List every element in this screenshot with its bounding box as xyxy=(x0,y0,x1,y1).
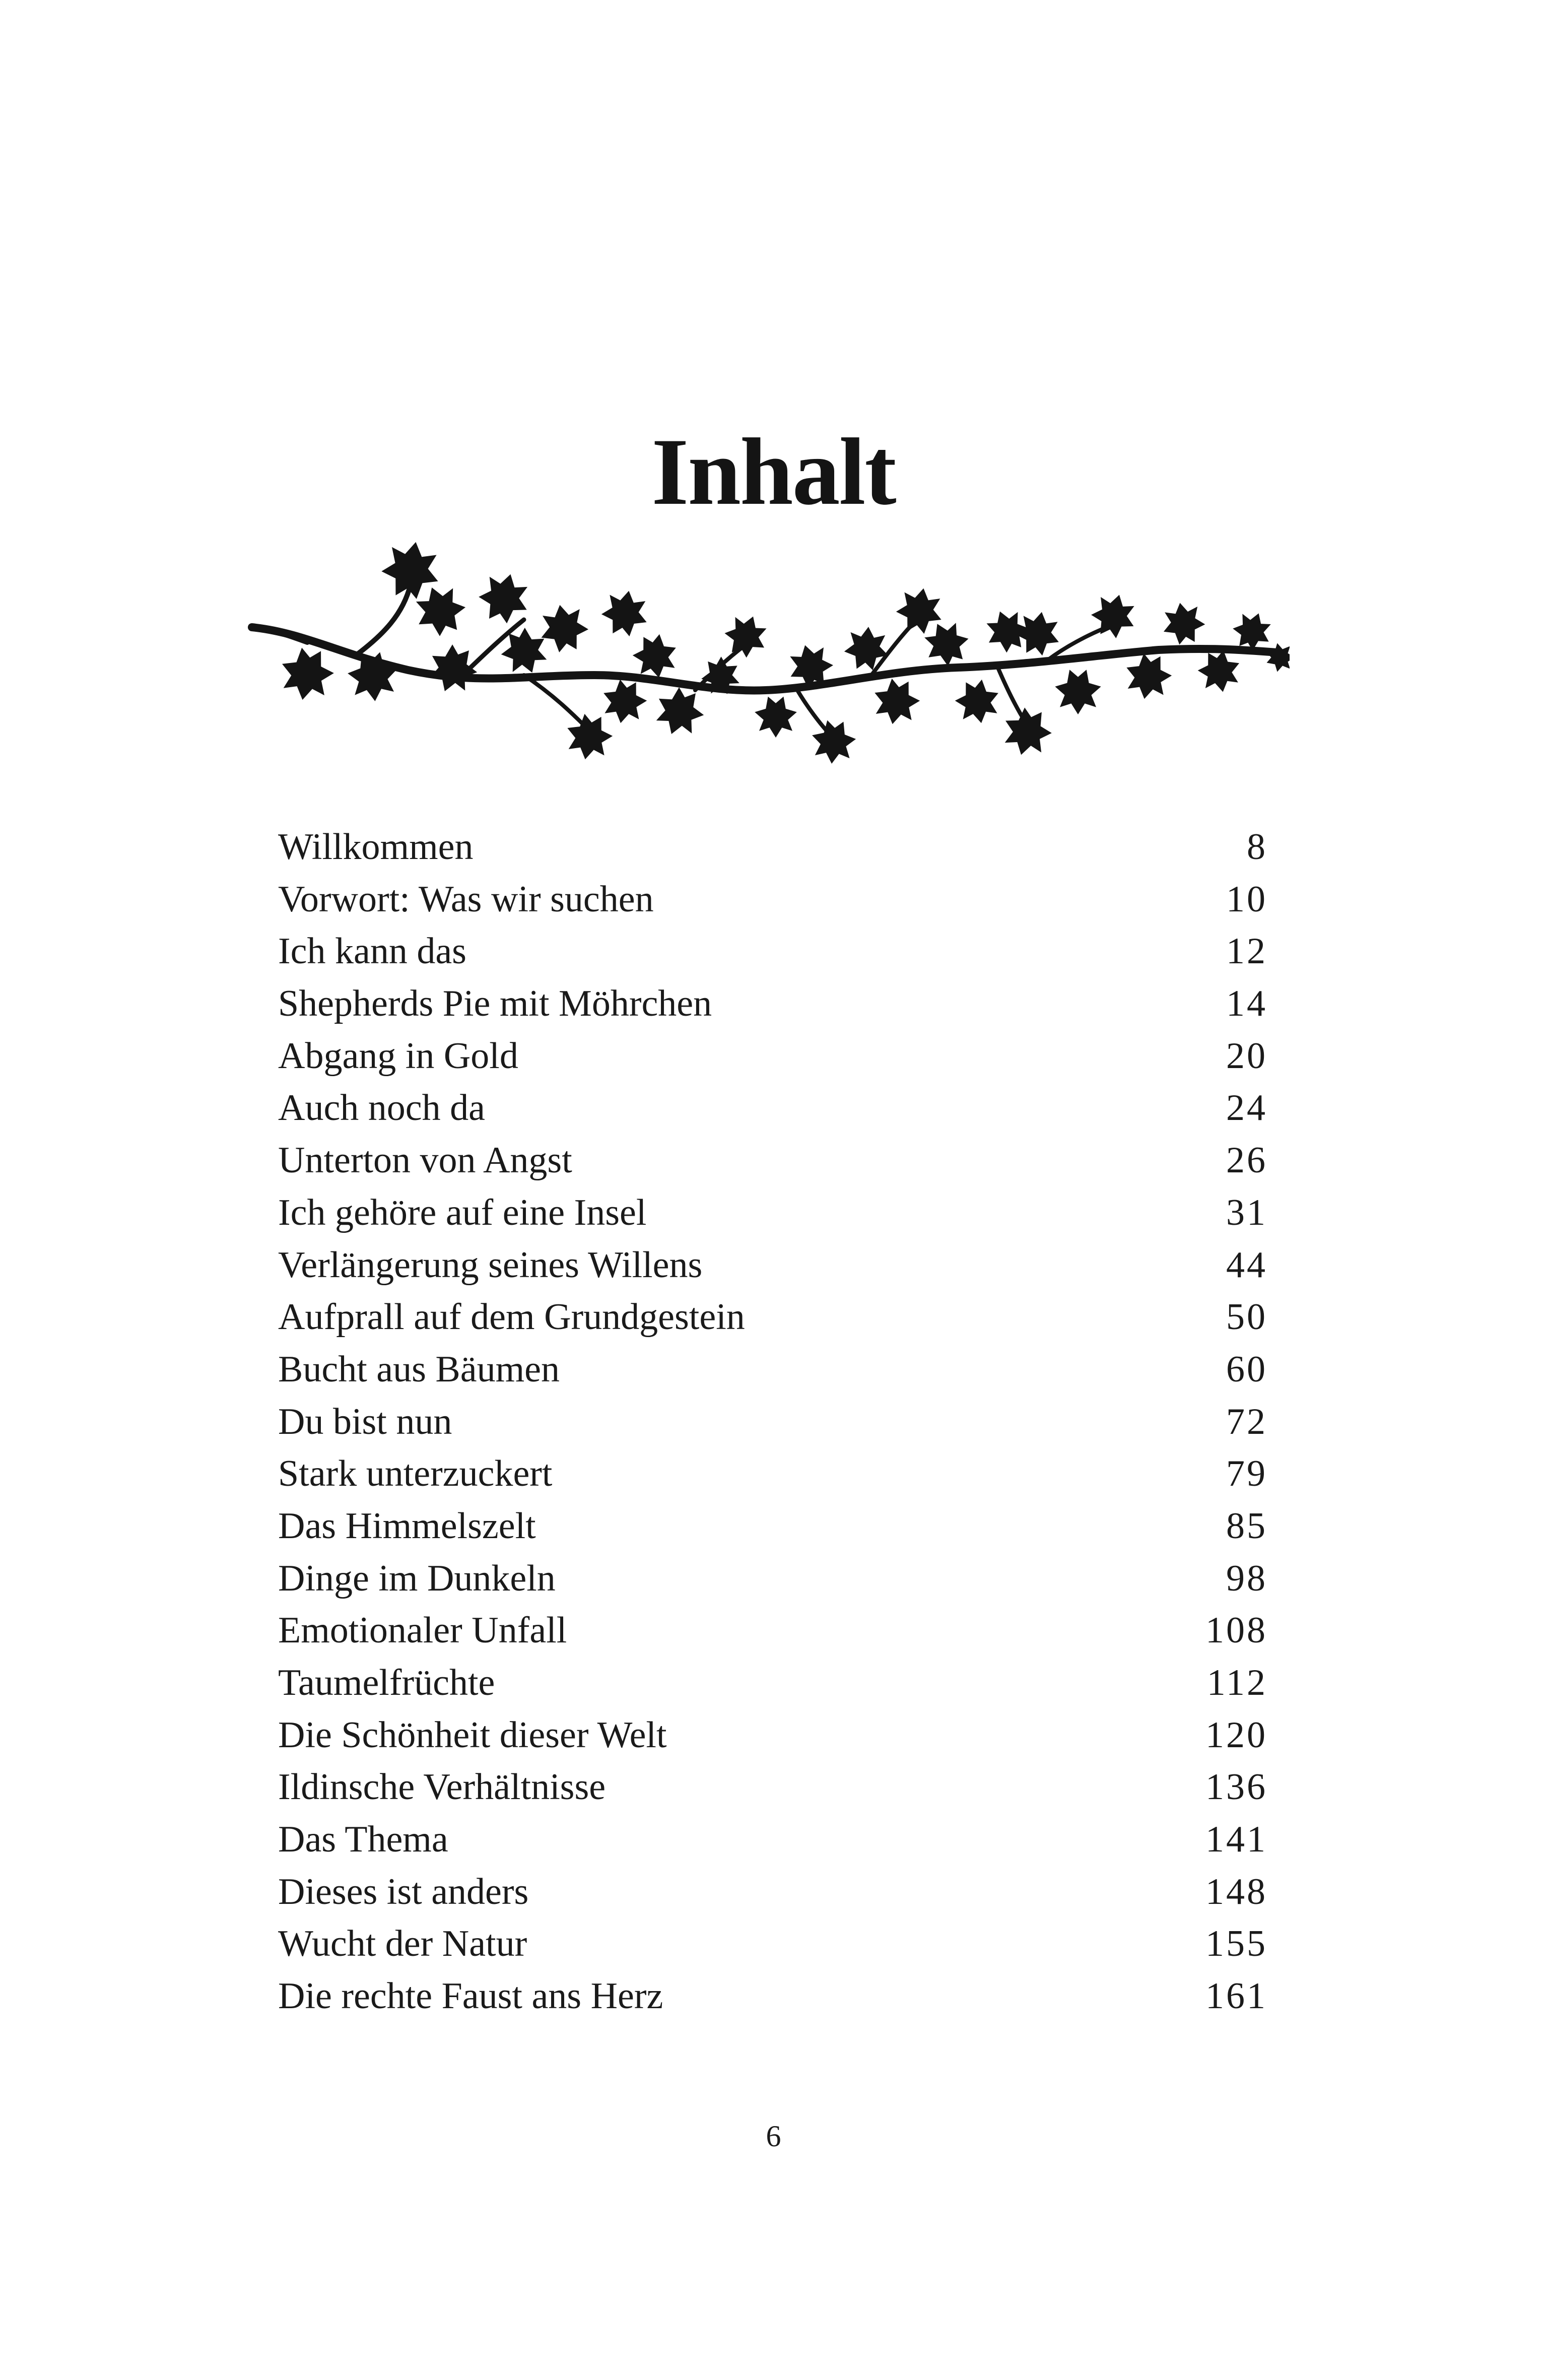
toc-entry-title: Emotionaler Unfall xyxy=(278,1610,567,1651)
toc-entry-page: 98 xyxy=(1226,1557,1267,1599)
toc-entry-title: Ich kann das xyxy=(278,931,466,972)
toc-entry-title: Wucht der Natur xyxy=(278,1923,527,1965)
toc-entry-title: Bucht aus Bäumen xyxy=(278,1348,560,1390)
toc-entry-title: Ich gehöre auf eine Insel xyxy=(278,1192,647,1233)
toc-entry xyxy=(278,874,1265,926)
ivy-leaf-icon xyxy=(563,711,616,763)
toc-entry-page: 72 xyxy=(1226,1401,1267,1442)
toc-entry-page: 12 xyxy=(1226,931,1267,972)
toc-entry-title: Willkommen xyxy=(278,826,474,868)
toc-entry-page: 44 xyxy=(1226,1244,1267,1286)
page-title: Inhalt xyxy=(651,419,896,525)
ivy-leaf-icon xyxy=(719,609,773,662)
toc-entry xyxy=(278,1918,1265,1970)
toc-entry-page: 60 xyxy=(1226,1348,1267,1390)
toc-entry-page: 26 xyxy=(1226,1140,1267,1181)
toc-entry xyxy=(278,1814,1265,1866)
toc-entry xyxy=(278,1761,1265,1814)
toc-entry xyxy=(278,978,1265,1030)
toc-entry-title: Auch noch da xyxy=(278,1087,485,1129)
toc-entry xyxy=(278,1344,1265,1396)
toc-entry-page: 155 xyxy=(1205,1923,1267,1965)
toc-entry xyxy=(278,1082,1265,1135)
toc-entry xyxy=(278,1553,1265,1605)
ivy-leaf-icon xyxy=(536,601,592,655)
toc-entry xyxy=(278,1709,1265,1762)
toc-entry-page: 141 xyxy=(1205,1819,1267,1861)
toc-entry-title: Unterton von Angst xyxy=(278,1140,572,1181)
ivy-leaf-icon xyxy=(599,677,650,727)
ivy-leaf-icon xyxy=(952,677,1003,727)
toc-entry xyxy=(278,821,1265,874)
toc-entry-title: Aufprall auf dem Grundgestein xyxy=(278,1296,745,1338)
ivy-leaf-icon xyxy=(277,645,338,704)
ivy-leaf-icon xyxy=(1055,670,1101,714)
toc-entry-title: Das Thema xyxy=(278,1819,448,1861)
ivy-leaf-icon xyxy=(1159,599,1207,647)
toc-entry-page: 79 xyxy=(1226,1453,1267,1495)
toc-entry-title: Ildinsche Verhältnisse xyxy=(278,1766,606,1808)
toc-entry xyxy=(278,925,1265,978)
toc-entry-title: Dieses ist anders xyxy=(278,1871,529,1912)
toc-entry-page: 50 xyxy=(1226,1296,1267,1338)
toc-entry-page: 14 xyxy=(1226,983,1267,1025)
toc-entry xyxy=(278,1605,1265,1657)
ivy-leaf-icon xyxy=(755,697,797,738)
toc-entry-page: 20 xyxy=(1226,1035,1267,1077)
toc-entry-page: 136 xyxy=(1205,1766,1267,1808)
toc-entry-title: Stark unterzuckert xyxy=(278,1453,553,1495)
ivy-leaf-icon xyxy=(1267,643,1290,672)
toc-entry-page: 112 xyxy=(1206,1662,1267,1703)
toc-entry xyxy=(278,1448,1265,1500)
toc-entry xyxy=(278,1030,1265,1083)
ivy-leaf-icon xyxy=(495,623,554,681)
ivy-vine-ornament-icon xyxy=(242,524,1290,766)
toc-entry-title: Vorwort: Was wir suchen xyxy=(278,878,654,920)
toc-entry-title: Dinge im Dunkeln xyxy=(278,1557,556,1599)
toc-entry xyxy=(278,1396,1265,1448)
ivy-leaf-icon xyxy=(422,639,483,699)
ivy-leaf-icon xyxy=(870,676,923,728)
toc-entry-title: Du bist nun xyxy=(278,1401,452,1442)
toc-entry-title: Die Schönheit dieser Welt xyxy=(278,1714,667,1756)
ivy-leaf-icon xyxy=(649,682,710,742)
ivy-leaf-icon xyxy=(810,719,857,765)
ivy-leaf-icon xyxy=(598,587,651,639)
toc-entry-page: 85 xyxy=(1226,1505,1267,1547)
toc-entry-title: Abgang in Gold xyxy=(278,1035,518,1077)
toc-entry-title: Das Himmelszelt xyxy=(278,1505,536,1547)
toc-entry xyxy=(278,1239,1265,1292)
toc-entry-page: 108 xyxy=(1205,1610,1267,1651)
toc-entry-page: 24 xyxy=(1226,1087,1267,1129)
toc-entry xyxy=(278,1657,1265,1709)
toc-entry xyxy=(278,1970,1265,2023)
toc-entry-title: Taumelfrüchte xyxy=(278,1662,495,1703)
ivy-leaf-icon xyxy=(998,704,1056,761)
ivy-leaf-icon xyxy=(1122,651,1175,703)
ivy-leaf-icon xyxy=(1195,648,1243,696)
toc-entry-title: Shepherds Pie mit Möhrchen xyxy=(278,983,712,1025)
table-of-contents xyxy=(278,821,1265,2023)
toc-entry xyxy=(278,1866,1265,1919)
toc-entry xyxy=(278,1291,1265,1344)
toc-entry-page: 161 xyxy=(1205,1975,1267,2017)
toc-entry-page: 8 xyxy=(1247,826,1267,868)
toc-entry-title: Die rechte Faust ans Herz xyxy=(278,1975,663,2017)
toc-entry-page: 31 xyxy=(1226,1192,1267,1233)
toc-entry xyxy=(278,1500,1265,1553)
ivy-leaf-icon xyxy=(843,625,890,671)
toc-entry xyxy=(278,1135,1265,1187)
toc-entry-title: Verlängerung seines Willens xyxy=(278,1244,703,1286)
toc-entry xyxy=(278,1187,1265,1239)
page-number: 6 xyxy=(766,2120,781,2153)
toc-entry-page: 148 xyxy=(1205,1871,1267,1912)
toc-entry-page: 120 xyxy=(1205,1714,1267,1756)
toc-entry-page: 10 xyxy=(1226,878,1267,920)
